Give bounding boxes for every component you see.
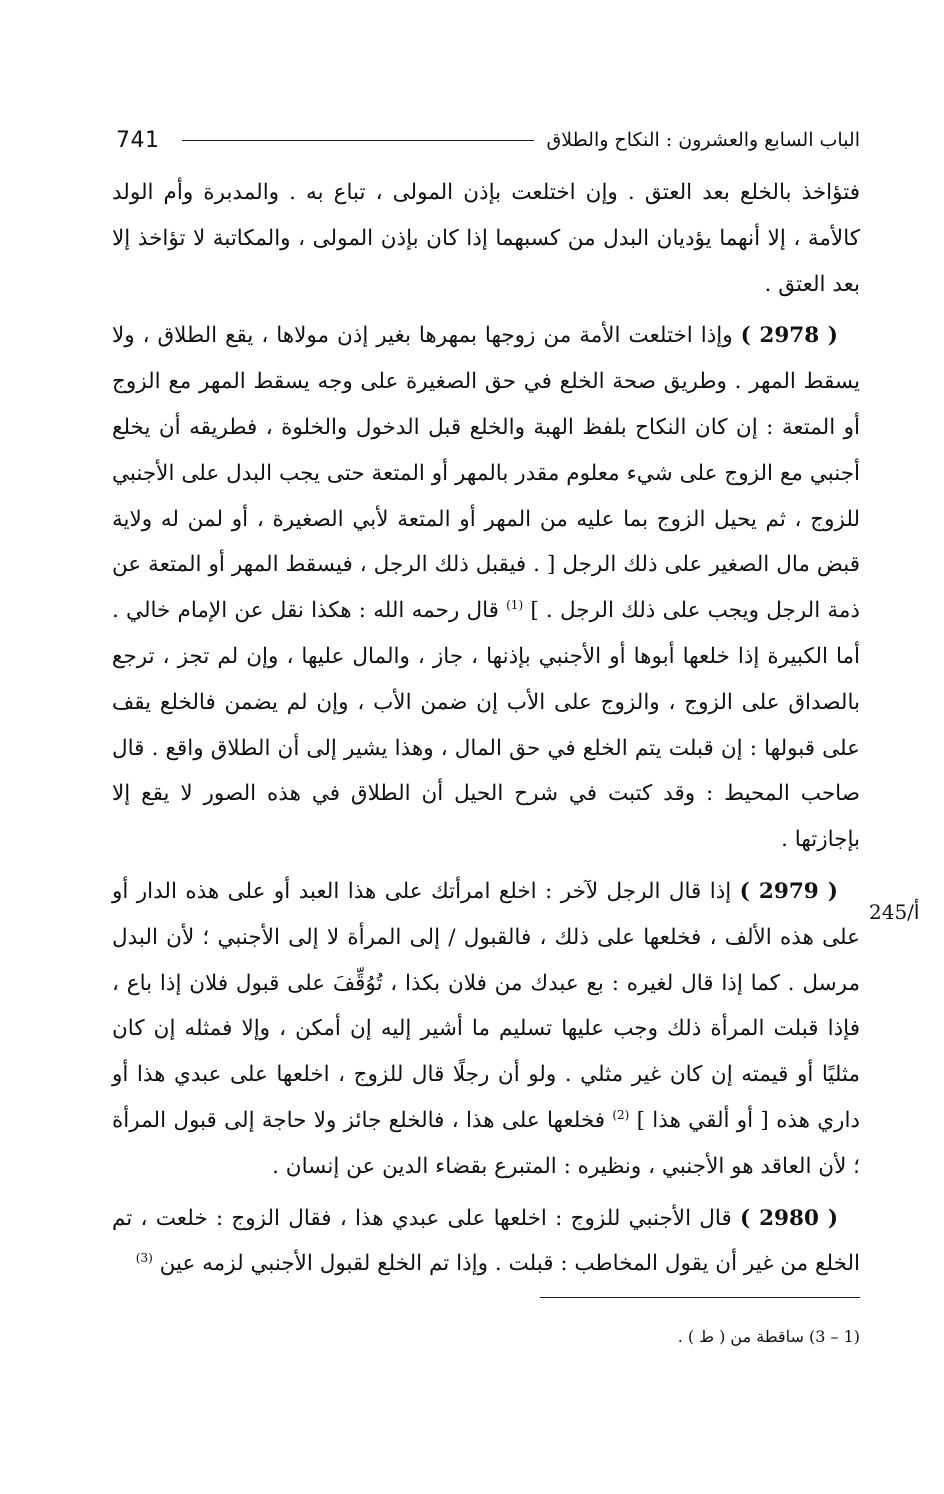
footnote-reference: (1) [506, 598, 524, 613]
paragraph-text: فتؤاخذ بالخلع بعد العتق . وإن اختلعت بإذن المولى ، تباع به . والمدبرة وأم الولد كالأمة ، إلا أنهما يؤديان البدل من كسبهما إذا كان بإذن المولى ، والمكاتبة لا تؤاخذ إلا بعد العتق . [112, 180, 860, 297]
paragraph-number: ( 2980 ) [740, 1205, 838, 1231]
page-header [116, 122, 860, 158]
paragraph-2979 [112, 869, 860, 1190]
footnote: (1 – 3) ساقطة من ( ط ) . [677, 1327, 860, 1346]
footnote-rule [540, 1297, 860, 1298]
footnote-reference: (2) [612, 1107, 630, 1122]
paragraph-text: فخلعها على هذا ، فالخلع جائز ولا حاجة إلى قبول المرأة ؛ لأن العاقد هو الأجنبي ، ونظيره : المتبرع بقضاء الدين عن إنسان . [112, 1107, 860, 1179]
paragraph-text: وإذا اختلعت الأمة من زوجها بمهرها بغير إذن مولاها ، يقع الطلاق ، ولا يسقط المهر . وطريق صحة الخلع في حق الصغيرة على وجه يسقط المهر مع الزوج أو المتعة : إن كان النكاح بلفظ الهبة والخلع قبل الدخول والخلوة ، فطريقه أن يخلع أجنبي مع الزوج على شيء معلوم مقدر بالمهر أو المتعة حتى يجب البدل على الأجنبي للزوج ، ثم يحيل الزوج بما عليه من المهر أو المتعة لأبي الصغيرة ، أو لمن له ولاية قبض مال الصغير على ذلك الرجل [ . فيقبل ذلك الرجل ، فيسقط المهر أو المتعة عن ذمة الرجل ويجب على ذلك الرجل . ] [112, 323, 860, 624]
paragraph-text: إذا قال الرجل لآخر : اخلع امرأتك على هذا العبد أو على هذه الدار أو على هذه الألف ، فخلعها على ذلك ، فالقبول / إلى المرأة لا إلى الأجنبي ؛ لأن البدل مرسل . كما إذا قال لغيره : بع عبدك من فلان بكذا ، تُوُقِّفَ على قبول فلان إذا باع ، فإذا قبلت المرأة ذلك وجب عليها تسليم ما أشير إليه إن أمكن ، وإلا فمثله إن كان مثليًا أو قيمته إن كان غير مثلي . ولو أن رجلًا قال للزوج ، اخلعها على عبدي هذا أو داري هذه [ أو ألقي هذا ] [112, 878, 860, 1133]
paragraph-2980 [112, 1196, 860, 1288]
margin-folio-note: 245/أ [869, 900, 920, 924]
body-text [112, 170, 860, 1293]
paragraph-number: ( 2978 ) [740, 323, 838, 349]
footnote-reference: (3) [135, 1251, 153, 1266]
paragraph-continuation [112, 170, 860, 307]
paragraph-2978 [112, 313, 860, 863]
paragraph-number: ( 2979 ) [739, 878, 838, 904]
running-title: الباب السابع والعشرون : النكاح والطلاق [546, 129, 860, 151]
page-number: 741 [116, 127, 160, 153]
paragraph-text: قال الأجنبي للزوج : اخلعها على عبدي هذا ، فقال الزوج : خلعت ، تم الخلع من غير أن يقول المخاطب : قبلت . وإذا تم الخلع لقبول الأجنبي لزمه عين [112, 1205, 860, 1277]
header-rule [182, 140, 535, 141]
paragraph-text: قال رحمه الله : هكذا نقل عن الإمام خالي . أما الكبيرة إذا خلعها أبوها أو الأجنبي بإذنها ، جاز ، والمال عليها ، وإن لم تجز ، ترجع بالصداق على الزوج ، والزوج على الأب إن ضمن الأب ، وإن لم يضمن فالخلع يقف على قبولها : إن قبلت يتم الخلع في حق المال ، وهذا يشير إلى أن الطلاق واقع . قال صاحب المحيط : وقد كتبت في شرح الحيل أن الطلاق في هذه الصور لا يقع إلا بإجازتها . [112, 598, 860, 853]
